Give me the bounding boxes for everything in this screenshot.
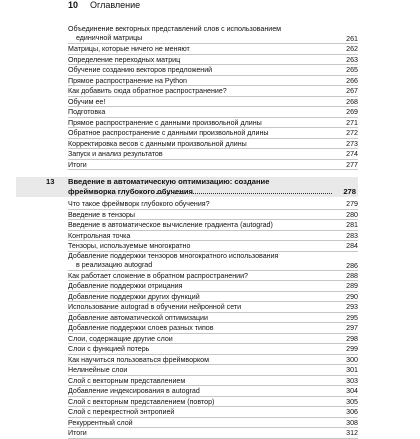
toc-entry-page: 286 [346,261,358,270]
toc-entry-page: 297 [346,324,358,332]
toc-entry-title-line-1: Запуск и анализ результатов [68,150,163,158]
toc-entry-page: 268 [346,97,358,106]
toc-entry-page: 283 [346,231,358,240]
toc-entry-page: 299 [346,345,358,353]
chapter-heading[interactable] [16,177,358,197]
toc-entry-page: 274 [346,150,358,158]
toc-entry[interactable] [68,44,358,55]
toc-entry-title-line-1: Прямое распространение с данными произвольной длины [68,118,262,127]
toc-entry[interactable] [68,86,358,97]
toc-entry[interactable] [68,128,358,139]
toc-entry[interactable] [68,376,358,387]
toc-entry[interactable] [68,118,358,129]
toc-entry-page: 298 [346,334,358,343]
running-header [68,0,140,11]
toc-entry-page: 277 [346,160,358,169]
toc-entry[interactable] [68,292,358,303]
running-title: Оглавление [90,0,141,10]
toc-entry[interactable] [68,271,358,282]
toc-entry-title-line-1: Обучим ее! [68,97,106,106]
toc-entry-title-line-1: Слои, содержащие другие слои [68,334,173,343]
toc-entry-title-line-1: Добавление поддержки отрицания [68,282,183,290]
page-number: 10 [68,0,79,10]
toc-entry-title-line-1: Добавление поддержки тензоров многократного использования [68,251,279,260]
toc-entry-title-line-1: Итоги [68,429,87,437]
toc-entry-title-line-1: Рекуррентный слой [68,418,133,427]
toc-entry[interactable] [68,25,358,44]
chapter-title: Введение в автоматическую оптимизацию: создание фреймворка глубокого обучения [68,177,270,196]
toc-entry[interactable] [68,355,358,366]
toc-entry-page: 263 [346,55,358,64]
toc-entry-title-line-1: Добавление поддержки других функций [68,292,200,301]
toc-entry-title-line-1: Прямое распространение на Python [68,76,187,85]
toc-entry-page: 306 [346,408,358,416]
toc-entry-page: 305 [346,397,358,406]
toc-entry[interactable] [68,334,358,345]
toc-entry-title-line-1: Добавление поддержки слоев разных типов [68,324,214,332]
chapter-number: 13 [46,177,55,186]
toc-entry[interactable] [68,344,358,355]
toc-entry-title-line-1: Использование autograd в обучении нейронной сети [68,303,242,311]
toc-entry-title-line-2: в реализацию autograd [76,260,153,269]
toc-entry[interactable] [68,407,358,418]
toc-entry[interactable] [68,323,358,334]
toc-entry-title-line-1: Подготовка [68,108,106,116]
toc-entry-title-line-1: Обучение созданию векторов предложений [68,66,213,74]
toc-entry-page: 301 [346,366,358,374]
toc-entry[interactable] [68,107,358,118]
toc-entry[interactable] [68,55,358,66]
toc-entry-page: 303 [346,376,358,385]
toc-entry[interactable] [68,220,358,231]
toc-entry[interactable] [68,241,358,252]
toc-entry-title-line-1: Матрицы, которые ничего не меняют [68,45,190,53]
toc-entry-title-line-1: Добавление автоматической оптимизации [68,313,208,322]
chapter-leader-dots [156,187,332,194]
toc-entry-page: 280 [346,210,358,219]
toc-entry-title [68,252,278,270]
toc-entry-page: 290 [346,292,358,301]
toc-entry[interactable] [68,199,358,210]
toc-entry[interactable] [68,365,358,376]
toc-entry[interactable] [68,76,358,87]
toc-entry-title-line-1: Добавление индексирования в autograd [68,387,200,395]
toc-entry-page: 288 [346,271,358,280]
toc-entry-page: 312 [346,429,358,437]
toc-entry-title-line-1: Слой с векторным представлением [68,376,186,385]
toc-entry-page: 266 [346,76,358,85]
toc-entry-page: 281 [346,221,358,229]
toc-entry-title-line-1: Слои с функцией потерь [68,345,150,353]
toc-entry-title-line-1: Введение в автоматическое вычисление градиента (autograd) [68,221,273,229]
toc-entry[interactable] [68,397,358,408]
toc-entry-title-line-1: Слой с перекрестной энтропией [68,408,175,416]
toc-entry[interactable] [68,139,358,150]
toc-entry[interactable] [68,386,358,397]
toc-entry-title-line-1: Итоги [68,160,87,169]
toc-entry-page: 265 [346,66,358,74]
toc-entry[interactable] [68,149,358,160]
toc-entry-page: 267 [346,87,358,95]
toc-entry-page: 271 [346,118,358,127]
toc-entry-page: 284 [346,242,358,250]
toc-entry[interactable] [68,313,358,324]
toc-entry-title-line-1: Как научиться пользоваться фреймворком [68,355,209,364]
toc-entry-page: 300 [346,355,358,364]
toc-entry[interactable] [68,428,358,439]
toc-entry[interactable] [68,210,358,221]
toc-list [46,25,358,439]
toc-entry[interactable] [68,281,358,292]
toc-entry[interactable] [68,160,358,171]
toc-entry-title-line-1: Контрольная точка [68,231,131,240]
toc-entry-title-line-1: Что такое фреймворк глубокого обучения? [68,200,210,208]
toc-entry-page: 308 [346,418,358,427]
toc-entry-title-line-1: Как добавить сюда обратное распространение? [68,87,227,95]
toc-entry-page: 269 [346,108,358,116]
toc-entry-title-line-1: Корректировка весов с данными произвольной длины [68,139,247,148]
toc-entry-title-line-1: Объединение векторных представлений слов с использованием [68,25,282,33]
toc-entry[interactable] [68,231,358,242]
toc-entry-page: 293 [346,303,358,311]
toc-section-continued [68,25,358,170]
toc-section-chapter [68,199,358,439]
toc-entry-title-line-1: Обратное распространение с данными произвольной длины [68,129,269,137]
toc-entry-page: 289 [346,282,358,290]
toc-entry-title-line-1: Слой с векторным представлением (повтор) [68,397,215,406]
toc-entry-page: 261 [346,35,358,43]
toc-entry-page: 304 [346,387,358,395]
toc-entry-page: 272 [346,129,358,137]
toc-entry[interactable] [68,252,358,271]
toc-entry-title-line-1: Определение переходных матриц [68,55,181,64]
toc-entry[interactable] [68,97,358,108]
toc-entry-page: 295 [346,313,358,322]
toc-entry[interactable] [68,302,358,313]
toc-entry-title [68,25,281,43]
toc-entry-title-line-1: Нелинейные слои [68,366,128,374]
toc-entry-title-line-1: Как работает сложение в обратном распространении? [68,271,249,280]
chapter-page: 278 [343,186,356,196]
toc-entry-page: 279 [346,200,358,208]
toc-entry[interactable] [68,65,358,76]
toc-entry-title-line-1: Тензоры, используемые многократно [68,242,191,250]
toc-entry-title-line-2: единичной матрицы [76,34,143,42]
toc-entry-rule [68,438,358,439]
toc-entry-rule [68,169,358,170]
toc-entry[interactable] [68,418,358,429]
toc-entry-page: 262 [346,45,358,53]
toc-entry-title-line-1: Введение в тензоры [68,210,136,219]
toc-entry-page: 273 [346,139,358,148]
